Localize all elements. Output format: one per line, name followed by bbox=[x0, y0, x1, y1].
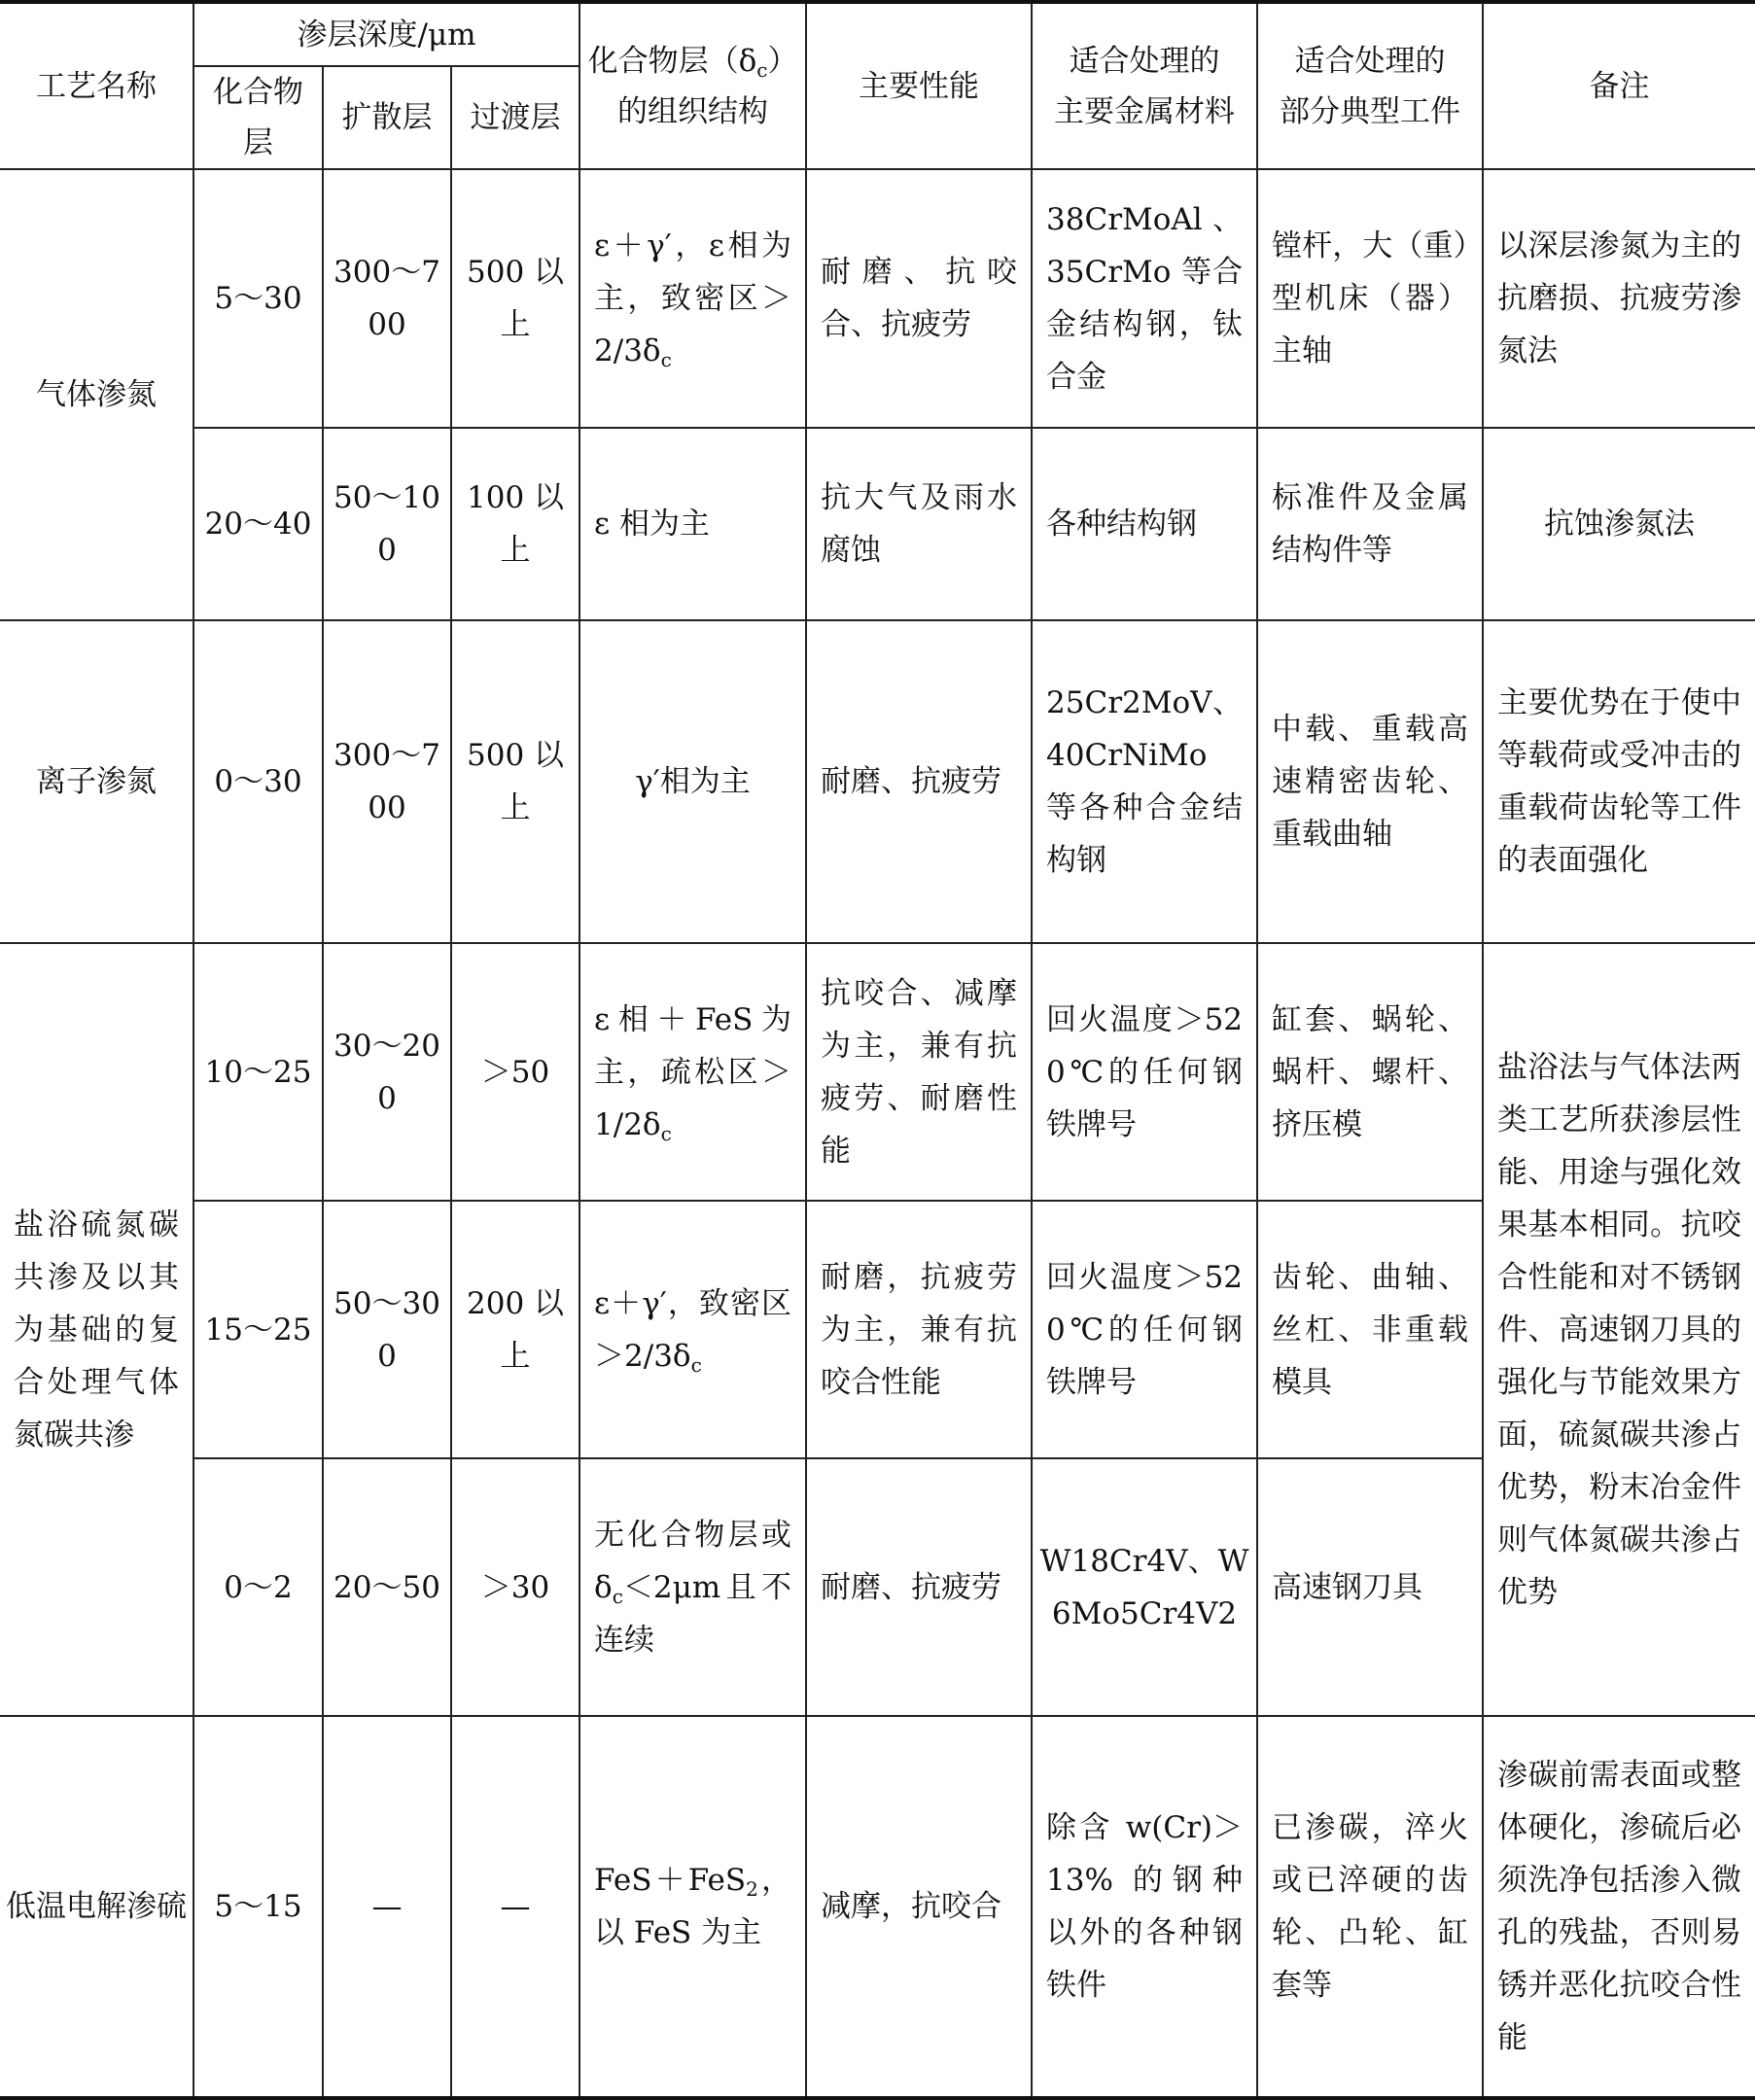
workpieces-cell: 标准件及金属结构件等 bbox=[1257, 428, 1483, 620]
compound-cell: 10～25 bbox=[193, 943, 323, 1201]
compound-cell: 5～15 bbox=[193, 1716, 323, 2098]
structure-cell bbox=[579, 943, 806, 1201]
transition-cell: 100 以上 bbox=[451, 428, 579, 620]
remarks-cell: 主要优势在于使中等载荷或受冲击的重载荷齿轮等工件的表面强化 bbox=[1483, 620, 1755, 943]
structure-cell bbox=[579, 1458, 806, 1716]
workpieces-cell: 缸套、蜗轮、蜗杆、螺杆、挤压模 bbox=[1257, 943, 1483, 1201]
diffusion-cell: 30～200 bbox=[323, 943, 451, 1201]
transition-cell: — bbox=[451, 1716, 579, 2098]
workpieces-cell: 中载、重载高速精密齿轮、重载曲轴 bbox=[1257, 620, 1483, 943]
structure-cell: γ′相为主 bbox=[579, 620, 806, 943]
workpieces-cell: 高速钢刀具 bbox=[1257, 1458, 1483, 1716]
properties-cell: 耐磨、抗咬合、抗疲劳 bbox=[806, 169, 1032, 428]
header-workpieces-line1: 适合处理的 bbox=[1294, 43, 1446, 79]
header-structure bbox=[579, 2, 806, 169]
header-main-properties: 主要性能 bbox=[806, 2, 1032, 169]
process-name-gas: 气体渗氮 bbox=[0, 169, 193, 620]
diffusion-cell: 50～100 bbox=[323, 428, 451, 620]
diffusion-cell: — bbox=[323, 1716, 451, 2098]
diffusion-cell: 50～300 bbox=[323, 1201, 451, 1458]
process-name-salt: 盐浴硫氮碳共渗及以其为基础的复合处理气体氮碳共渗 bbox=[0, 943, 193, 1716]
process-name-low-temp: 低温电解渗硫 bbox=[0, 1716, 193, 2098]
properties-cell: 耐磨、抗疲劳 bbox=[806, 1458, 1032, 1716]
header-materials-line2: 主要金属材料 bbox=[1054, 93, 1236, 129]
properties-cell: 耐磨，抗疲劳为主，兼有抗咬合性能 bbox=[806, 1201, 1032, 1458]
structure-cell bbox=[579, 1716, 806, 2098]
compound-cell: 15～25 bbox=[193, 1201, 323, 1458]
header-workpieces-line2: 部分典型工件 bbox=[1280, 93, 1461, 129]
compound-cell: 20～40 bbox=[193, 428, 323, 620]
materials-cell: 38CrMoAl、35CrMo 等合金结构钢，钛合金 bbox=[1032, 169, 1257, 428]
structure-cell: ε 相为主 bbox=[579, 428, 806, 620]
workpieces-cell: 已渗碳，淬火或已淬硬的齿轮、凸轮、缸套等 bbox=[1257, 1716, 1483, 2098]
properties-cell: 抗大气及雨水腐蚀 bbox=[806, 428, 1032, 620]
structure-text: ε＋γ′，ε相为主，致密区＞2/3δ bbox=[594, 228, 792, 368]
transition-cell: 500 以上 bbox=[451, 169, 579, 428]
header-workpieces bbox=[1257, 2, 1483, 169]
workpieces-cell: 镗杆，大（重）型机床（器）主轴 bbox=[1257, 169, 1483, 428]
header-structure-sub: c bbox=[756, 57, 768, 82]
process-name-ion: 离子渗氮 bbox=[0, 620, 193, 943]
compound-cell: 0～30 bbox=[193, 620, 323, 943]
structure-text: FeS＋FeS bbox=[594, 1863, 747, 1898]
properties-cell: 耐磨、抗疲劳 bbox=[806, 620, 1032, 943]
diffusion-cell: 300～700 bbox=[323, 620, 451, 943]
table-row bbox=[0, 943, 1755, 1201]
materials-cell: 回火温度＞520℃的任何钢铁牌号 bbox=[1032, 943, 1257, 1201]
structure-text-end: ，以 FeS 为主 bbox=[594, 1863, 792, 1950]
header-structure-line2: 的组织结构 bbox=[617, 93, 769, 129]
structure-text: ε＋γ′，致密区＞2/3δ bbox=[594, 1285, 792, 1374]
properties-cell: 抗咬合、减摩为主，兼有抗疲劳、耐磨性能 bbox=[806, 943, 1032, 1201]
header-depth-group: 渗层深度/μm bbox=[193, 2, 579, 66]
materials-cell: 各种结构钢 bbox=[1032, 428, 1257, 620]
header-process-name: 工艺名称 bbox=[0, 2, 193, 169]
workpieces-cell: 齿轮、曲轴、丝杠、非重载模具 bbox=[1257, 1201, 1483, 1458]
header-compound-layer: 化合物层 bbox=[193, 66, 323, 169]
diffusion-cell: 300～700 bbox=[323, 169, 451, 428]
transition-cell: 200 以上 bbox=[451, 1201, 579, 1458]
properties-cell: 减摩，抗咬合 bbox=[806, 1716, 1032, 2098]
structure-cell bbox=[579, 169, 806, 428]
header-materials bbox=[1032, 2, 1257, 169]
remarks-cell: 抗蚀渗氮法 bbox=[1483, 428, 1755, 620]
diffusion-cell: 20～50 bbox=[323, 1458, 451, 1716]
materials-cell: 25Cr2MoV、40CrNiMo 等各种合金结构钢 bbox=[1032, 620, 1257, 943]
table-row bbox=[0, 1716, 1755, 2098]
header-transition-layer: 过渡层 bbox=[451, 66, 579, 169]
materials-cell: 回火温度＞520℃的任何钢铁牌号 bbox=[1032, 1201, 1257, 1458]
remarks-cell: 渗碳前需表面或整体硬化，渗硫后必须洗净包括渗入微孔的残盐，否则易锈并恶化抗咬合性能 bbox=[1483, 1716, 1755, 2098]
materials-cell: 除含 w(Cr)＞13% 的钢种以外的各种钢铁件 bbox=[1032, 1716, 1257, 2098]
structure-text-end: ＜2μm且不连续 bbox=[594, 1569, 792, 1658]
compound-cell: 0～2 bbox=[193, 1458, 323, 1716]
structure-sub: 2 bbox=[746, 1877, 758, 1901]
transition-cell: 500 以上 bbox=[451, 620, 579, 943]
transition-cell: ＞50 bbox=[451, 943, 579, 1201]
table-row bbox=[0, 428, 1755, 620]
materials-cell: W18Cr4V、W6Mo5Cr4V2 bbox=[1032, 1458, 1257, 1716]
table-row bbox=[0, 169, 1755, 428]
transition-cell: ＞30 bbox=[451, 1458, 579, 1716]
structure-sub: c bbox=[690, 1352, 702, 1377]
table-row bbox=[0, 620, 1755, 943]
structure-sub: c bbox=[612, 1584, 623, 1608]
header-materials-line1: 适合处理的 bbox=[1069, 43, 1220, 79]
header-remarks: 备注 bbox=[1483, 2, 1755, 169]
remarks-cell: 盐浴法与气体法两类工艺所获渗层性能、用途与强化效果基本相同。抗咬合性能和对不锈钢件、高速钢刀具的强化与节能效果方面，硫氮碳共渗占优势，粉末冶金件则气体氮碳共渗占优势 bbox=[1483, 943, 1755, 1716]
header-diffusion-layer: 扩散层 bbox=[323, 66, 451, 169]
header-structure-close: ） bbox=[767, 43, 798, 79]
structure-sub: c bbox=[660, 1121, 672, 1145]
structure-text: 无化合物层或δ bbox=[594, 1517, 792, 1605]
structure-cell bbox=[579, 1201, 806, 1458]
structure-sub: c bbox=[660, 348, 672, 371]
remarks-cell: 以深层渗氮为主的抗磨损、抗疲劳渗氮法 bbox=[1483, 169, 1755, 428]
compound-cell: 5～30 bbox=[193, 169, 323, 428]
structure-text: ε相＋FeS为主，疏松区＞1/2δ bbox=[594, 1001, 792, 1142]
header-structure-text: 化合物层（δ bbox=[587, 43, 757, 79]
